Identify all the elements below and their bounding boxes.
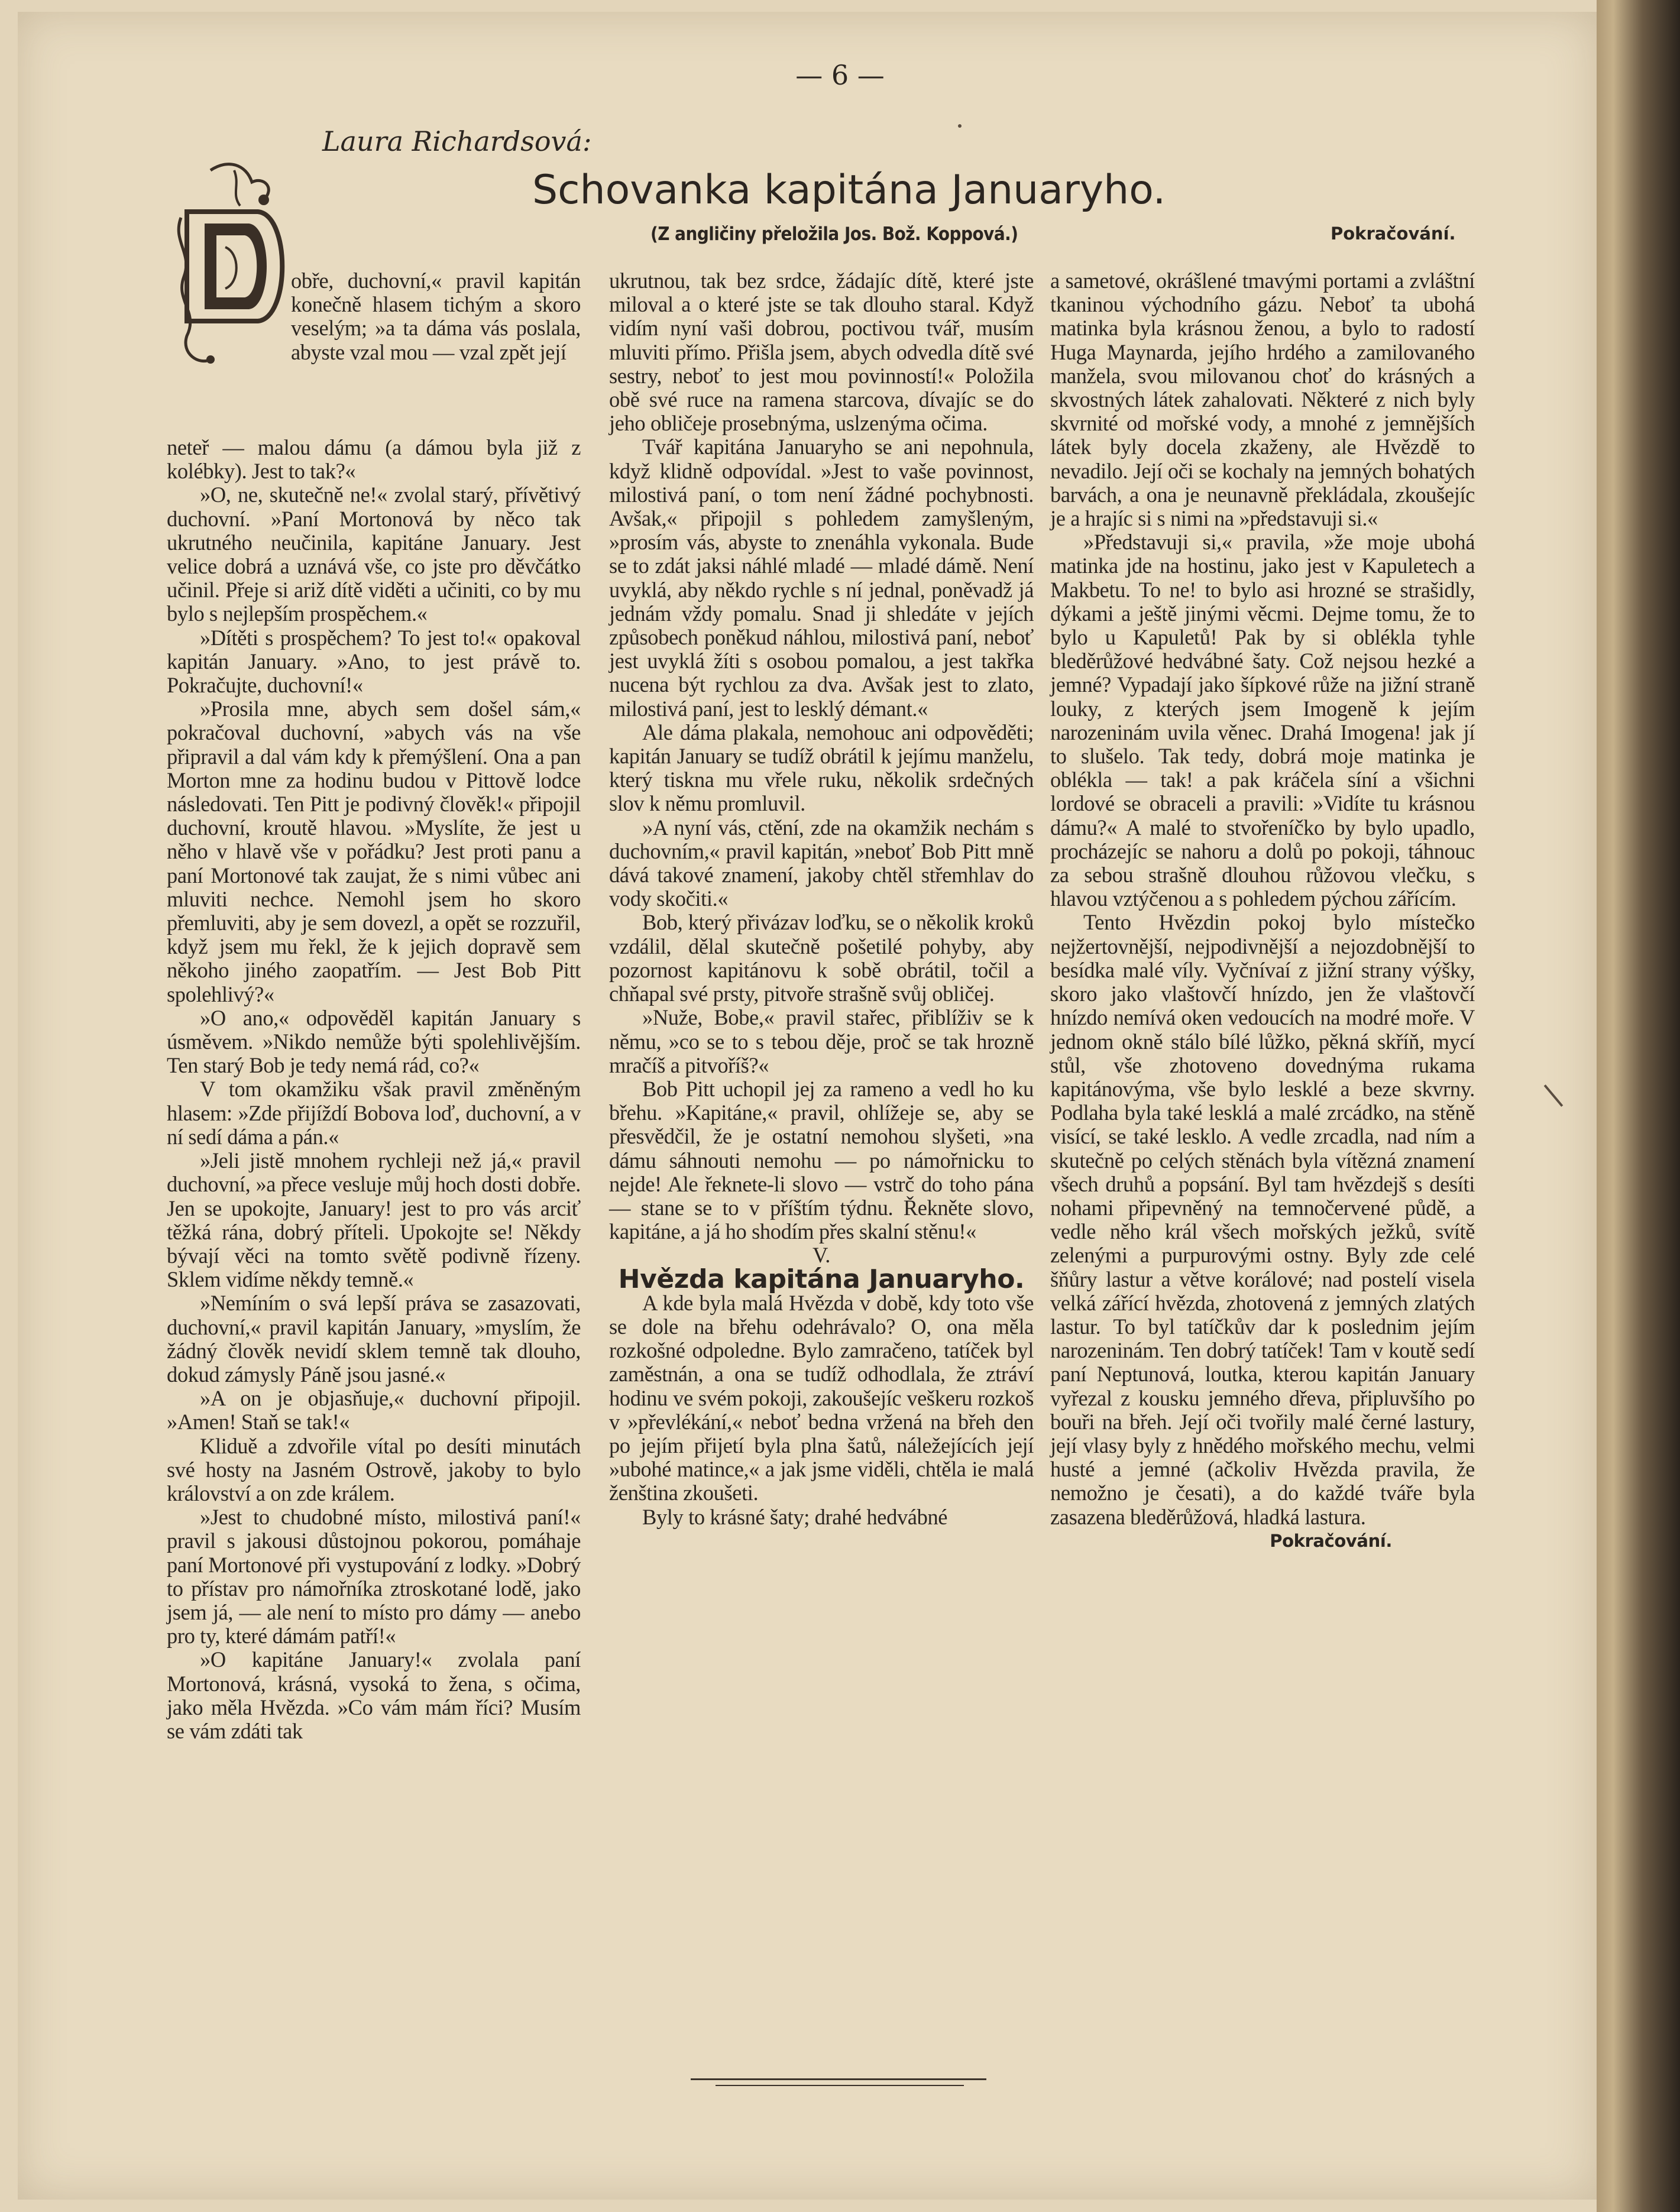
book-binding-edge	[1597, 0, 1680, 2212]
closing-rule	[691, 2078, 986, 2080]
ornamental-initial-d-icon	[175, 158, 293, 371]
paragraph: »A nyní vás, ctění, zde na okamžik nechám s duchovním,« pravil kapitán, »neboť Bob Pitt mně dává takové znamení, jakoby chtěl střemhlav do vody skočiti.«	[609, 815, 1034, 911]
paragraph: Byly to krásné šaty; drahé hedvábné	[642, 1504, 948, 1529]
author-name: Laura Richardsová:	[322, 125, 592, 157]
continuation-note-top: Pokračování.	[1331, 224, 1456, 244]
text-column-2	[609, 269, 1034, 1529]
paragraph: Tvář kapitána Januaryho se ani nepohnula, když klidně odpovídal. »Jest to vaše povinnost, milostivá paní, o tom není žádné pochybnosti. Avšak,« připojil s pohledem zamyšleným, »prosím vás, abyste to znenáhla vykonala. Bude se to zdát jaksi náhlé mladé — mladé dámě. Není uvyklá, aby někdo rychle s ní jednal, poněvadž já jednám vždy pomalu. Snad ji shledáte v jejích způsobech poněkud náhlou, milostivá paní, neboť jest uvyklá žíti s osobou pomalou, a jest takřka nucena být rychlou za dva. Avšak jest to zlato, milostivá paní, jest to lesklý démant.«	[609, 435, 1034, 721]
paragraph: »Jest to chudobné místo, milostivá paní!« pravil s jakousi důstojnou pokorou, pomáhaje paní Mortonové při vystupování z lodky. »Dobrý to přístav pro námořníka ztroskotané lodě, jako jsem já, — ale není to místo pro dámy — anebo pro ty, které dámám patří!«	[167, 1505, 581, 1649]
paragraph: »Prosila mne, abych sem došel sám,« pokračoval duchovní, »abych vás na vše připravil a dal vám kdy k přemýšlení. Ona a pan Morton mne za hodinu budou v Pittově lodce následovati. Ten Pitt je podivný člověk!« připojil duchovní, kroutě hlavou. »Myslíte, že jest u něho v hlavě vše v pořádku? Jest proti panu a paní Mortonové tak zaujat, že s nimi vůbec ani mluviti nechce. Nemohl jsem ho skoro přemluviti, aby je sem dovezl, a opět se rozzuřil, když jsem mu řekl, že k jejich dopravě sem někoho jiného zaopatřím. — Jest Bob Pitt spolehlivý?«	[167, 697, 581, 1006]
translator-note: (Z angličiny přeložila Jos. Bož. Koppová.)	[650, 224, 1018, 245]
closing-rule-short	[716, 2085, 964, 2086]
paragraph: »Představuji si,« pravila, »že moje ubohá matinka jde na hostinu, jako jest v Kapuletech a Makbetu. To ne! to bylo asi hrozné se strašidly, dýkami a ještě jinými věcmi. Dejme tomu, že to bylo u Kapuletů! Pak by si oblékla tyhle bleděrůžové hedvábné šaty. Což nejsou hezké a jemné? Vypadají jako šípkové růže na jižní straně louky, z kterých jsem Imogeně k jejím narozeninám uvila věnec. Drahá Imogena! jak jí to slušelo. Tak tedy, dobrá moje matinka je oblékla — tak! a pak kráčela síní a všichni lordové se obraceli a pravili: »Vidíte tu krásnou dámu?« A malé to stvořeníčko by bylo upadlo, procházejíc se nahoru a dolů po pokoji, táhnouc za sebou strašně dlouhou růžovou vlečku, s hlavou vztýčenou a s pohledem pýchou zářícím.	[1050, 530, 1475, 911]
paragraph: Bob Pitt uchopil jej za rameno a vedl ho ku břehu. »Kapitáne,« pravil, ohlížeje se, aby se přesvědčil, že je ostatní nemohou slyšeti, »na dámu sáhnouti nemohu — po námořnicku to nejde! Ale řeknete-li slovo — vstrč do toho pána — stane se to v příštím týdnu. Řekněte slovo, kapitáne, a já ho shodím přes skalní stěnu!«	[609, 1076, 1034, 1244]
paragraph: ukrutnou, tak bez srdce, žádajíc dítě, které jste miloval a o které jste se tak dlouho staral. Když vidím nyní vaši dobrou, poctivou tvář, musím mluviti přímo. Přišla jsem, abych odvedla dítě své sestry, neboť to jest mou povinností!« Položila obě své ruce na ramena starcova, dívajíc se do jeho obličeje prosebnýma, uslzenýma očima.	[609, 268, 1034, 436]
story-title: Schovanka kapitána Januaryho.	[532, 167, 1166, 213]
paragraph: »Nuže, Bobe,« pravil stařec, přiblíživ se k němu, »co se to s tebou děje, proč se tak hrozně mračíš a pitvoříš?«	[609, 1005, 1034, 1077]
opening-paragraph: obře, duchovní,« pravil kapitán konečně hlasem tichým a skoro veselým; »a ta dáma vás poslala, abyste vzal mou — vzal zpět její	[291, 268, 581, 364]
paragraph: neteř — malou dámu (a dámou byla již z kolébky). Jest to tak?«	[167, 435, 581, 484]
paragraph: Kliduě a zdvořile vítal po desíti minutách své hosty na Jasném Ostrově, jakoby to bylo království a on zde králem.	[167, 1433, 581, 1505]
paragraph: »Dítěti s prospěchem? To jest to!« opakoval kapitán January. »Ano, to jest právě to. Pokračujte, duchovní!«	[167, 625, 581, 698]
paragraph: a sametové, okrášlené tmavými portami a zvláštní tkaninou východního gázu. Neboť ta ubohá matinka byla krásnou ženou, a bylo to radostí Huga Maynarda, jejího hrdého a zamilovaného manžela, svou milovanou choť do krásných a skvostných látek zahalovati. Některé z nich byly skvrnité od mořské vody, a mnohé z jemnějších látek byly docela zkaženy, ale Hvězdě to nevadilo. Její oči se kochaly na jemných bohatých barvách, a ona je neunavně překládala, zkoušejíc je a hrajíc si s nimi na »představuji si.«	[1050, 268, 1475, 531]
paragraph: V tom okamžiku však pravil změněným hlasem: »Zde přijíždí Bobova loď, duchovní, a v ní sedí dáma a pán.«	[167, 1077, 581, 1149]
paragraph: A kde byla malá Hvězda v době, kdy toto vše se dole na břehu odehrávalo? O, ona měla rozkošné odpoledne. Bylo zamračeno, tatíček byl zaměstnán, a ona se tudíž odhodlala, že ztráví hodinu ve svém pokoji, zakoušejíc veškeru rozkoš v »převlékání,« neboť bedna vržená na břeh den po jejím přijetí byla plna šatů, náležejících její »ubohé matince,« a jak jsme viděli, chtěla ie malá ženština zkoušeti.	[609, 1290, 1034, 1505]
continuation-note-end: Pokračování.	[1270, 1530, 1392, 1551]
paragraph: Bob, který přivázav loďku, se o několik kroků vzdálil, dělal skutečně pošetilé pohyby, aby pozornost kapitánovu k sobě obrátil, točil a chňapal své prsty, pitvoře strašně svůj obličej.	[609, 910, 1034, 1006]
paper-speck	[958, 124, 962, 128]
paragraph: »O, ne, skutečně ne!« zvolal starý, přívětivý duchovní. »Paní Mortonová by něco tak ukrutného neučinila, kapitáne January. Jest velice dobrá a uznává vše, co jste pro děvčátko učinil. Přeje si ariž dítě viděti a učiniti, co by mu bylo s nejlepším prospěchem.«	[167, 482, 581, 626]
paragraph: Ale dáma plakala, nemohouc ani odpověděti; kapitán January se tudíž obrátil k jejímu manželu, který tiskna mu vřele ruku, několik srdečných slov k němu promluvil.	[609, 720, 1034, 816]
paragraph: »Nemíním o svá lepší práva se zasazovati, duchovní,« pravil kapitán January, »myslím, že žádný člověk nevidí sklem temně tak dlouho, dokud zámysly Páně jsou jasné.«	[167, 1291, 581, 1387]
paragraph: »Jeli jistě mnohem rychleji než já,« pravil duchovní, »a přece vesluje můj hoch dosti dobře. Jen se upokojte, January! jest to pro vás arciť těžká rána, dobrý příteli. Upokojte se! Někdy bývají věci na tomto světě podivně řízeny. Sklem vidíme někdy temně.«	[167, 1148, 581, 1292]
section-number: V.	[813, 1243, 830, 1268]
section-title: Hvězda kapitána Januaryho.	[618, 1264, 1025, 1294]
paragraph: »A on je objasňuje,« duchovní připojil. »Amen! Staň se tak!«	[167, 1386, 581, 1434]
paragraph: Tento Hvězdin pokoj bylo místečko nejžertovnější, nejpodivnější a nejozdobnější to besídka malé víly. Vyčnívaí z jižní strany výšky, skoro jako vlaštovčí hnízdo, jen že vlaštovčí hnízdo nemívá oken vedoucích na modré moře. V jednom okně stálo bílé lůžko, pěkná skříň, mycí stůl, vše zhotoveno dovednýma rukama kapitánovýma, vše bylo lesklé a beze skvrny. Podlaha byla také lesklá a malé zrcádko, na stěně visící, se také lesklo. A vedle zrcadla, nad ním a skutečně po celých stěnách byla vítězná znamení všech druhů a popsání. Byl tam hvězdejš s desíti nohami připevněný na temnočervené půdě, a vedle něho král všech mořských ježků, svítě zelenými a purpurovými ostny. Byly zde celé šňůry lastur a větve korálové; nad postelí visela velká zářící hvězda, zhotovená z jemných zlatých lastur. To byl tatíčkův dar k poslednim jejím narozeninám. Ten dobrý tatíček! Tam v koutě sedí paní Neptunová, loutka, kterou kapitán January vyřezal z kousku jemného dřeva, připluvšího po bouři na břeh. Její oči tvořily malé černé lastury, její vlasy byly z hnědého mořského mechu, velmi husté a jemné (ačkoliv Hvězda pravila, že nemožno je česati), a do každé tváře byla zasazena bleděrůžová, hladká lastura.	[1050, 910, 1475, 1529]
paragraph: »O kapitáne January!« zvolala paní Mortonová, krásná, vysoká to žena, s očima, jako měla Hvězda. »Co vám mám říci? Musím se vám zdáti tak	[167, 1647, 581, 1743]
page-number: — 6 —	[795, 59, 885, 91]
paragraph: »O ano,« odpověděl kapitán January s úsměvem. »Nikdo nemůže býti spolehlivějším. Ten starý Bob je tedy nemá rád, co?«	[167, 1005, 581, 1078]
text-column-3	[1050, 269, 1475, 1553]
